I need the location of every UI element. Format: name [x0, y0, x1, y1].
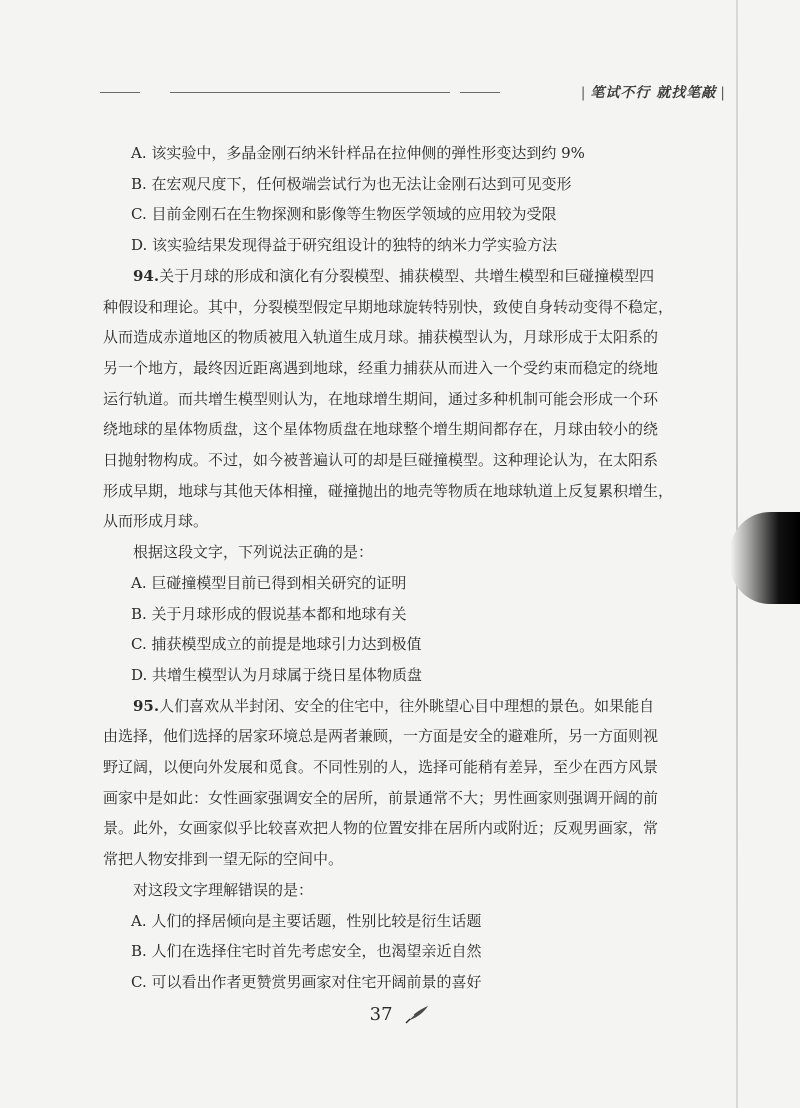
- slogan-left: 笔试不行: [590, 85, 651, 101]
- q94-prompt: 根据这段文字，下列说法正确的是：: [133, 543, 374, 562]
- page-header: [100, 80, 730, 104]
- q94-option-c: C. 捕获模型成立的前提是地球引力达到极值: [131, 635, 422, 654]
- q94-number: 94.: [133, 266, 160, 285]
- header-slogan: | 笔试不行 就找笔敲 |: [580, 85, 726, 101]
- q95-passage-line: 95.人们喜欢从半封闭、安全的住宅中，往外眺望心目中理想的景色。如果能自: [133, 696, 655, 715]
- q94-option-b: B. 关于月球形成的假说基本都和地球有关: [131, 604, 407, 623]
- q93-option-c: C. 目前金刚石在生物探测和影像等生物医学领域的应用较为受限: [131, 205, 557, 224]
- q93-option-a: A. 该实验中，多晶金刚石纳米针样品在拉伸侧的弹性形变达到约 9%: [131, 144, 585, 162]
- q94-passage-line: 从而形成月球。: [103, 512, 209, 531]
- q94-passage-line: 形成早期，地球与其他天体相撞，碰撞抛出的地壳等物质在地球轨道上反复累积增生，: [103, 481, 674, 500]
- q94-passage-line: 94.关于月球的形成和演化有分裂模型、捕获模型、共增生模型和巨碰撞模型四: [133, 266, 655, 285]
- q94-option-a: A. 巨碰撞模型目前已得到相关研究的证明: [131, 573, 407, 592]
- page-side-tab: [730, 512, 800, 604]
- q94-passage-line: 绕地球的星体物质盘，这个星体物质盘在地球整个增生期间都存在，月球由较小的绕: [103, 420, 659, 439]
- slogan-right: 就找笔敲: [656, 85, 717, 101]
- q95-passage-line: 常把人物安排到一望无际的空间中。: [103, 850, 344, 869]
- q95-passage-line: 画家中是如此：女性画家强调安全的居所，前景通常不大；男性画家则强调开阔的前: [103, 788, 659, 807]
- q95-number: 95.: [133, 696, 160, 715]
- q95-prompt: 对这段文字理解错误的是：: [133, 880, 314, 899]
- q95-option-a: A. 人们的择居倾向是主要话题，性别比较是衍生话题: [131, 911, 482, 930]
- header-rule: [100, 92, 140, 93]
- q94-option-d: D. 共增生模型认为月球属于绕日星体物质盘: [131, 665, 423, 684]
- q93-option-d: D. 该实验结果发现得益于研究组设计的独特的纳米力学实验方法: [131, 236, 558, 255]
- q95-passage-line: 由选择，他们选择的居家环境总是两者兼顾，一方面是安全的避难所，另一方面则视: [103, 727, 659, 746]
- q95-passage-line: 野辽阔，以便向外发展和觅食。不同性别的人，选择可能稍有差异，至少在西方风景: [103, 758, 659, 777]
- header-rule: [460, 92, 500, 93]
- q95-option-c: C. 可以看出作者更赞赏男画家对住宅开阔前景的喜好: [131, 972, 482, 991]
- page-number: 37: [369, 1004, 393, 1025]
- q94-passage-line: 种假设和理论。其中，分裂模型假定早期地球旋转特别快，致使自身转动变得不稳定，: [103, 297, 674, 316]
- q94-passage-line: 从而造成赤道地区的物质被甩入轨道生成月球。捕获模型认为，月球形成于太阳系的: [103, 328, 659, 347]
- q94-passage-line: 日抛射物构成。不过，如今被普遍认可的却是巨碰撞模型。这种理论认为，在太阳系: [103, 451, 659, 470]
- header-rule: [170, 92, 450, 93]
- quill-pen-icon: [404, 1004, 430, 1029]
- q95-option-b: B. 人们在选择住宅时首先考虑安全，也渴望亲近自然: [131, 942, 482, 961]
- q95-passage-line: 景。此外，女画家似乎比较喜欢把人物的位置安排在居所内或附近；反观男画家，常: [103, 819, 659, 838]
- q94-passage-line: 运行轨道。而共增生模型则认为，在地球增生期间，通过多种机制可能会形成一个环: [103, 389, 659, 408]
- page-content: [103, 138, 674, 998]
- page-footer: [0, 1004, 800, 1029]
- q93-option-b: B. 在宏观尺度下，任何极端尝试行为也无法让金刚石达到可见变形: [131, 174, 572, 193]
- q94-passage-line: 另一个地方，最终因近距离遇到地球，经重力捕获从而进入一个受约束而稳定的绕地: [103, 358, 659, 377]
